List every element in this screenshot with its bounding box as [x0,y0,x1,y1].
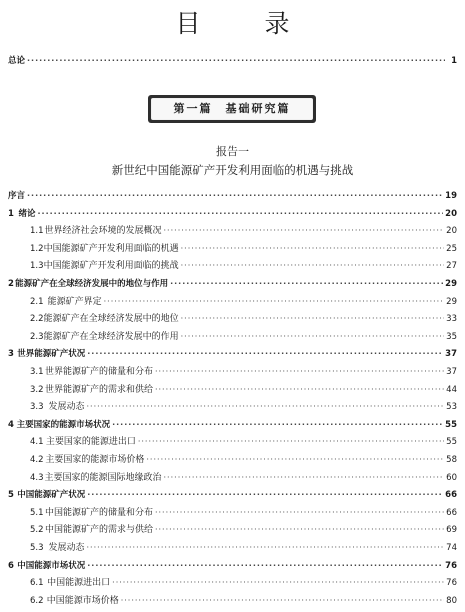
toc-entry-number: 6.1 [30,578,44,589]
toc-entry-text: 主要国家的能源市场价格 [45,455,145,465]
toc-entry[interactable] [30,399,457,414]
toc-entry-text: 能源矿产界定 [47,296,102,307]
toc-entry-page: 37 [446,367,457,377]
toc-entry-text: 中国能源矿产开发利用面临的机遇 [43,243,179,254]
leader-dots [146,452,444,467]
toc-entry-text: 序言 [8,191,26,201]
toc-entry-page: 20 [445,208,457,219]
toc-entry-number: 1.1 [30,226,44,237]
leader-dots [87,346,443,361]
toc-entry-text: 中国能源市场价格 [46,595,119,606]
toc-entry[interactable] [30,505,457,520]
toc-entry[interactable] [8,346,457,361]
toc-entry-number: 5.3 [30,543,44,553]
toc-entry-number: 1 [8,208,14,219]
toc-entry-page: 66 [446,507,457,518]
toc-entry-text: 中国能源进出口 [47,578,111,589]
toc-entry-number: 4.1 [30,437,44,448]
toc-entry-number: 5.1 [30,507,44,518]
toc-entry-page: 19 [445,191,457,201]
toc-entry-page: 29 [445,279,457,289]
toc-entry-number: 4 [8,419,14,430]
toc-entry[interactable] [30,258,457,273]
toc-entry-overview[interactable] [8,53,457,68]
toc-entry-text: 中国能源矿产的储量和分布 [44,507,153,518]
toc-entry-text: 主要国家的能源国际地缘政治 [44,472,162,483]
toc-entry-text: 主要国家的能源进出口 [45,437,136,448]
toc-entry[interactable] [30,364,457,379]
report-subtitle: 新世纪中国能源矿产开发利用面临的机遇与挑战 [111,163,354,177]
toc-entry-number: 5 [8,490,14,501]
toc-entry[interactable] [8,206,457,221]
toc-entry[interactable] [8,558,457,573]
toc-entry-text: 能源矿产在全球经济发展中的地位与作用 [15,279,169,289]
leader-dots [138,434,444,449]
report-label: 报告一 [216,145,249,158]
toc-entry[interactable] [8,417,457,432]
leader-dots [155,522,444,537]
toc-entry-page: 25 [446,243,457,254]
toc-entry-text: 能源矿产在全球经济发展中的地位 [43,314,179,325]
toc-entry[interactable] [8,276,457,291]
toc-entry-page: 55 [446,437,457,448]
leader-dots [104,294,445,309]
toc-entry-text: 发展动态 [48,543,85,553]
toc-entry-number: 3.3 [30,402,44,413]
toc-entry-page: 53 [446,402,457,413]
leader-dots [27,53,445,68]
toc-entry[interactable] [30,540,457,555]
leader-dots [86,399,444,414]
toc-entry-page: 76 [446,578,457,589]
toc-entry-page: 55 [445,419,457,430]
toc-entry-number: 4.2 [30,455,44,465]
toc-entry[interactable] [30,452,457,467]
toc-entry[interactable] [30,522,457,537]
toc-entry-text: 总论 [8,56,26,66]
toc-entry-text: 发展动态 [48,402,85,413]
toc-entry-text: 绪论 [18,208,36,219]
leader-dots [112,575,444,590]
toc-entry-page: 69 [446,525,457,536]
leader-dots [27,188,443,203]
toc-entry-page: 29 [446,296,457,307]
leader-dots [181,258,445,273]
toc-entry-page: 35 [446,331,457,342]
leader-dots [181,311,445,326]
toc-entry[interactable] [8,188,457,203]
toc-entry-text: 世界能源矿产状况 [17,349,86,360]
toc-entry-page: 66 [445,490,457,501]
toc-entry-text: 主要国家的能源市场状况 [16,419,111,430]
toc-entry-page: 1 [451,56,457,66]
toc-entry-text: 中国能源矿产状况 [17,490,86,501]
toc-entry[interactable] [30,329,457,344]
toc-entry[interactable] [30,223,457,238]
toc-entry-text: 中国能源矿产开发利用面临的挑战 [43,261,179,272]
toc-entry-number: 2.2 [30,314,44,325]
toc-entry-page: 20 [446,226,457,237]
toc-entry-text: 世界经济社会环境的发展概况 [44,226,162,237]
leader-dots [87,558,443,573]
toc-entry-number: 3.2 [30,384,44,395]
leader-dots [181,241,445,256]
toc-entry[interactable] [30,382,457,397]
toc-entry[interactable] [8,487,457,502]
toc-entry-text: 世界能源矿产的储量和分布 [44,367,153,377]
toc-entry-number: 6.2 [30,595,44,606]
leader-dots [86,540,444,555]
toc-entry-number: 5.2 [30,525,44,536]
leader-dots [38,206,444,221]
toc-entry-number: 1.3 [30,261,44,272]
toc-entry[interactable] [30,470,457,485]
leader-dots [155,364,444,379]
leader-dots [164,223,445,238]
part-banner-label: 第一篇 基础研究篇 [151,98,313,120]
toc-entry-page: 37 [445,349,457,360]
toc-entry-text: 能源矿产在全球经济发展中的作用 [43,331,179,342]
toc-entry-page: 27 [446,261,457,272]
toc-entry-page: 80 [446,595,457,606]
leader-dots [170,276,443,291]
toc-entry-text: 世界能源矿产的需求和供给 [44,384,153,395]
toc-entry-number: 6 [8,560,14,571]
leader-dots [155,505,444,520]
toc-entry-text: 中国能源市场状况 [17,560,86,571]
toc-entry[interactable] [30,593,457,608]
toc-entry[interactable] [30,241,457,256]
toc-entry-page: 44 [446,384,457,395]
toc-entry-page: 76 [445,560,457,571]
toc-entry-text: 中国能源矿产的需求与供给 [44,525,153,536]
page-title: 目 录 [175,9,318,38]
toc-entry[interactable] [30,434,457,449]
toc-entry-page: 58 [446,455,457,465]
toc-entry[interactable] [30,311,457,326]
leader-dots [121,593,444,608]
toc-entry-number: 3 [8,349,14,360]
toc-entry-number: 3.1 [30,367,44,377]
toc-entry-number: 4.3 [30,472,44,483]
leader-dots [112,417,443,432]
leader-dots [164,470,445,485]
toc-entry-page: 33 [446,314,457,325]
toc-entry-page: 60 [446,472,457,483]
leader-dots [181,329,445,344]
toc-entry-number: 2 [8,279,14,289]
leader-dots [155,382,444,397]
leader-dots [87,487,443,502]
toc-entry[interactable] [30,575,457,590]
part-banner [148,95,316,123]
toc-entry-number: 2.1 [30,296,44,307]
toc-entry[interactable] [30,294,457,309]
toc-entry-page: 74 [446,543,457,553]
toc-entry-number: 2.3 [30,331,44,342]
toc-entry-number: 1.2 [30,243,44,254]
